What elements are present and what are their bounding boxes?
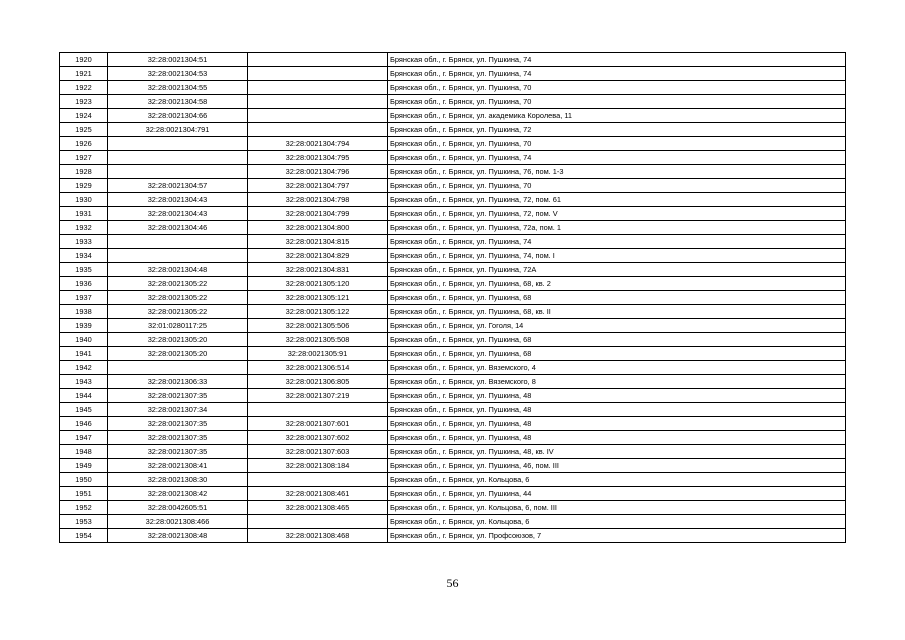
cadastral-land-number-cell: 32:28:0021304:43 [108,207,248,221]
cadastral-land-number-cell: 32:28:0021304:55 [108,81,248,95]
address-cell: Брянская обл., г. Брянск, ул. академика Королева, 11 [388,109,846,123]
address-cell: Брянская обл., г. Брянск, ул. Пушкина, 72 [388,123,846,137]
row-number-cell: 1950 [60,473,108,487]
cadastral-building-number-cell: 32:28:0021306:805 [248,375,388,389]
cadastral-land-number-cell: 32:28:0021307:34 [108,403,248,417]
table-row [60,81,846,95]
address-cell: Брянская обл., г. Брянск, ул. Пушкина, 68, кв. 2 [388,277,846,291]
table-row [60,347,846,361]
address-cell: Брянская обл., г. Брянск, ул. Пушкина, 74 [388,235,846,249]
address-cell: Брянская обл., г. Брянск, ул. Пушкина, 70 [388,179,846,193]
table-row [60,235,846,249]
cadastral-land-number-cell: 32:28:0021304:58 [108,95,248,109]
address-cell: Брянская обл., г. Брянск, ул. Вяземского, 4 [388,361,846,375]
cadastral-building-number-cell: 32:28:0021305:122 [248,305,388,319]
row-number-cell: 1926 [60,137,108,151]
cadastral-land-number-cell: 32:28:0021304:53 [108,67,248,81]
cadastral-building-number-cell: 32:28:0021305:91 [248,347,388,361]
row-number-cell: 1932 [60,221,108,235]
table-row [60,305,846,319]
table-row [60,333,846,347]
row-number-cell: 1924 [60,109,108,123]
cadastral-building-number-cell: 32:28:0021305:121 [248,291,388,305]
cadastral-land-number-cell: 32:28:0021308:466 [108,515,248,529]
cadastral-building-number-cell: 32:28:0021304:815 [248,235,388,249]
cadastral-land-number-cell: 32:28:0021304:57 [108,179,248,193]
address-cell: Брянская обл., г. Брянск, ул. Кольцова, 6 [388,473,846,487]
table-row [60,123,846,137]
cadastral-land-number-cell: 32:28:0021304:791 [108,123,248,137]
cadastral-land-number-cell: 32:28:0021305:22 [108,277,248,291]
row-number-cell: 1947 [60,431,108,445]
row-number-cell: 1945 [60,403,108,417]
address-cell: Брянская обл., г. Брянск, ул. Гоголя, 14 [388,319,846,333]
row-number-cell: 1943 [60,375,108,389]
address-cell: Брянская обл., г. Брянск, ул. Пушкина, 68, кв. II [388,305,846,319]
row-number-cell: 1938 [60,305,108,319]
table-row [60,459,846,473]
cadastral-land-number-cell: 32:28:0021305:20 [108,347,248,361]
cadastral-land-number-cell: 32:28:0021307:35 [108,445,248,459]
address-cell: Брянская обл., г. Брянск, ул. Пушкина, 48 [388,431,846,445]
cadastral-building-number-cell: 32:28:0021304:798 [248,193,388,207]
cadastral-land-number-cell [108,165,248,179]
cadastral-land-number-cell: 32:28:0021304:48 [108,263,248,277]
cadastral-building-number-cell: 32:28:0021304:794 [248,137,388,151]
address-cell: Брянская обл., г. Брянск, ул. Пушкина, 74, пом. I [388,249,846,263]
row-number-cell: 1954 [60,529,108,543]
cadastral-building-number-cell: 32:28:0021304:800 [248,221,388,235]
row-number-cell: 1941 [60,347,108,361]
row-number-cell: 1944 [60,389,108,403]
cadastral-building-number-cell [248,67,388,81]
page-number: 56 [446,576,459,590]
address-cell: Брянская обл., г. Брянск, ул. Пушкина, 74 [388,67,846,81]
table-row [60,501,846,515]
table-row [60,319,846,333]
address-cell: Брянская обл., г. Брянск, ул. Профсоюзов, 7 [388,529,846,543]
address-cell: Брянская обл., г. Брянск, ул. Пушкина, 72а, пом. 1 [388,221,846,235]
cadastral-land-number-cell: 32:28:0021304:66 [108,109,248,123]
row-number-cell: 1937 [60,291,108,305]
cadastral-building-number-cell: 32:28:0021307:219 [248,389,388,403]
table-row [60,389,846,403]
cadastral-building-number-cell: 32:28:0021304:796 [248,165,388,179]
address-cell: Брянская обл., г. Брянск, ул. Пушкина, 70 [388,95,846,109]
row-number-cell: 1922 [60,81,108,95]
address-cell: Брянская обл., г. Брянск, ул. Пушкина, 70 [388,81,846,95]
cadastral-building-number-cell: 32:28:0021307:603 [248,445,388,459]
row-number-cell: 1930 [60,193,108,207]
cadastral-building-number-cell: 32:28:0021305:506 [248,319,388,333]
table-row [60,487,846,501]
cadastral-land-number-cell: 32:28:0021305:22 [108,305,248,319]
table-row [60,473,846,487]
table-row [60,221,846,235]
table-row [60,53,846,67]
table-row [60,179,846,193]
table-row [60,151,846,165]
row-number-cell: 1952 [60,501,108,515]
row-number-cell: 1925 [60,123,108,137]
cadastral-building-number-cell: 32:28:0021308:184 [248,459,388,473]
address-cell: Брянская обл., г. Брянск, ул. Пушкина, 72А [388,263,846,277]
cadastral-land-number-cell: 32:28:0021308:30 [108,473,248,487]
table-row [60,249,846,263]
row-number-cell: 1934 [60,249,108,263]
row-number-cell: 1931 [60,207,108,221]
address-cell: Брянская обл., г. Брянск, ул. Пушкина, 48 [388,417,846,431]
row-number-cell: 1942 [60,361,108,375]
cadastral-building-number-cell [248,123,388,137]
row-number-cell: 1923 [60,95,108,109]
cadastral-building-number-cell: 32:28:0021308:465 [248,501,388,515]
cadastral-land-number-cell [108,137,248,151]
address-cell: Брянская обл., г. Брянск, ул. Пушкина, 48 [388,403,846,417]
table-row [60,137,846,151]
table-row [60,403,846,417]
cadastral-building-number-cell: 32:28:0021304:799 [248,207,388,221]
cadastral-building-number-cell: 32:28:0021308:461 [248,487,388,501]
table-row [60,277,846,291]
cadastral-building-number-cell: 32:28:0021305:508 [248,333,388,347]
row-number-cell: 1929 [60,179,108,193]
row-number-cell: 1940 [60,333,108,347]
table-row [60,263,846,277]
address-cell: Брянская обл., г. Брянск, ул. Пушкина, 72, пом. 61 [388,193,846,207]
table-row [60,417,846,431]
address-cell: Брянская обл., г. Брянск, ул. Пушкина, 68 [388,291,846,305]
row-number-cell: 1927 [60,151,108,165]
cadastral-land-number-cell: 32:28:0021305:22 [108,291,248,305]
cadastral-land-number-cell: 32:01:0280117:25 [108,319,248,333]
table-row [60,431,846,445]
cadastral-building-number-cell: 32:28:0021304:829 [248,249,388,263]
table-row [60,165,846,179]
address-cell: Брянская обл., г. Брянск, ул. Вяземского, 8 [388,375,846,389]
table-row [60,445,846,459]
address-cell: Брянская обл., г. Брянск, ул. Пушкина, 70 [388,137,846,151]
cadastral-building-number-cell [248,515,388,529]
registry-table-body [60,53,846,543]
cadastral-building-number-cell: 32:28:0021305:120 [248,277,388,291]
table-row [60,515,846,529]
address-cell: Брянская обл., г. Брянск, ул. Пушкина, 68 [388,333,846,347]
cadastral-building-number-cell [248,473,388,487]
row-number-cell: 1949 [60,459,108,473]
row-number-cell: 1928 [60,165,108,179]
cadastral-land-number-cell [108,151,248,165]
row-number-cell: 1939 [60,319,108,333]
cadastral-land-number-cell [108,361,248,375]
cadastral-building-number-cell: 32:28:0021306:514 [248,361,388,375]
cadastral-land-number-cell: 32:28:0021304:46 [108,221,248,235]
address-cell: Брянская обл., г. Брянск, ул. Пушкина, 68 [388,347,846,361]
row-number-cell: 1951 [60,487,108,501]
address-cell: Брянская обл., г. Брянск, ул. Пушкина, 46, пом. III [388,459,846,473]
address-cell: Брянская обл., г. Брянск, ул. Пушкина, 74 [388,151,846,165]
address-cell: Брянская обл., г. Брянск, ул. Кольцова, 6, пом. III [388,501,846,515]
cadastral-land-number-cell: 32:28:0021308:48 [108,529,248,543]
cadastral-land-number-cell: 32:28:0042605:51 [108,501,248,515]
address-cell: Брянская обл., г. Брянск, ул. Пушкина, 44 [388,487,846,501]
table-row [60,529,846,543]
cadastral-land-number-cell: 32:28:0021304:43 [108,193,248,207]
address-cell: Брянская обл., г. Брянск, ул. Пушкина, 48, кв. IV [388,445,846,459]
cadastral-building-number-cell [248,53,388,67]
cadastral-land-number-cell: 32:28:0021305:20 [108,333,248,347]
table-row [60,291,846,305]
table-row [60,193,846,207]
address-cell: Брянская обл., г. Брянск, ул. Пушкина, 74 [388,53,846,67]
table-row [60,95,846,109]
row-number-cell: 1936 [60,277,108,291]
cadastral-land-number-cell: 32:28:0021307:35 [108,389,248,403]
cadastral-building-number-cell: 32:28:0021307:601 [248,417,388,431]
cadastral-building-number-cell [248,95,388,109]
row-number-cell: 1948 [60,445,108,459]
cadastral-land-number-cell [108,249,248,263]
cadastral-building-number-cell [248,403,388,417]
cadastral-building-number-cell: 32:28:0021307:602 [248,431,388,445]
cadastral-building-number-cell [248,81,388,95]
cadastral-land-number-cell: 32:28:0021307:35 [108,431,248,445]
registry-table [59,52,846,543]
table-row [60,207,846,221]
row-number-cell: 1933 [60,235,108,249]
cadastral-land-number-cell: 32:28:0021308:41 [108,459,248,473]
cadastral-building-number-cell [248,109,388,123]
cadastral-land-number-cell: 32:28:0021304:51 [108,53,248,67]
table-row [60,375,846,389]
row-number-cell: 1921 [60,67,108,81]
address-cell: Брянская обл., г. Брянск, ул. Пушкина, 72, пом. V [388,207,846,221]
row-number-cell: 1920 [60,53,108,67]
address-cell: Брянская обл., г. Брянск, ул. Кольцова, 6 [388,515,846,529]
cadastral-building-number-cell: 32:28:0021304:831 [248,263,388,277]
address-cell: Брянская обл., г. Брянск, ул. Пушкина, 76, пом. 1-3 [388,165,846,179]
table-row [60,67,846,81]
cadastral-building-number-cell: 32:28:0021304:795 [248,151,388,165]
cadastral-land-number-cell: 32:28:0021307:35 [108,417,248,431]
cadastral-land-number-cell: 32:28:0021306:33 [108,375,248,389]
cadastral-land-number-cell: 32:28:0021308:42 [108,487,248,501]
cadastral-land-number-cell [108,235,248,249]
row-number-cell: 1935 [60,263,108,277]
row-number-cell: 1946 [60,417,108,431]
table-row [60,109,846,123]
address-cell: Брянская обл., г. Брянск, ул. Пушкина, 48 [388,389,846,403]
cadastral-building-number-cell: 32:28:0021308:468 [248,529,388,543]
cadastral-building-number-cell: 32:28:0021304:797 [248,179,388,193]
table-row [60,361,846,375]
row-number-cell: 1953 [60,515,108,529]
